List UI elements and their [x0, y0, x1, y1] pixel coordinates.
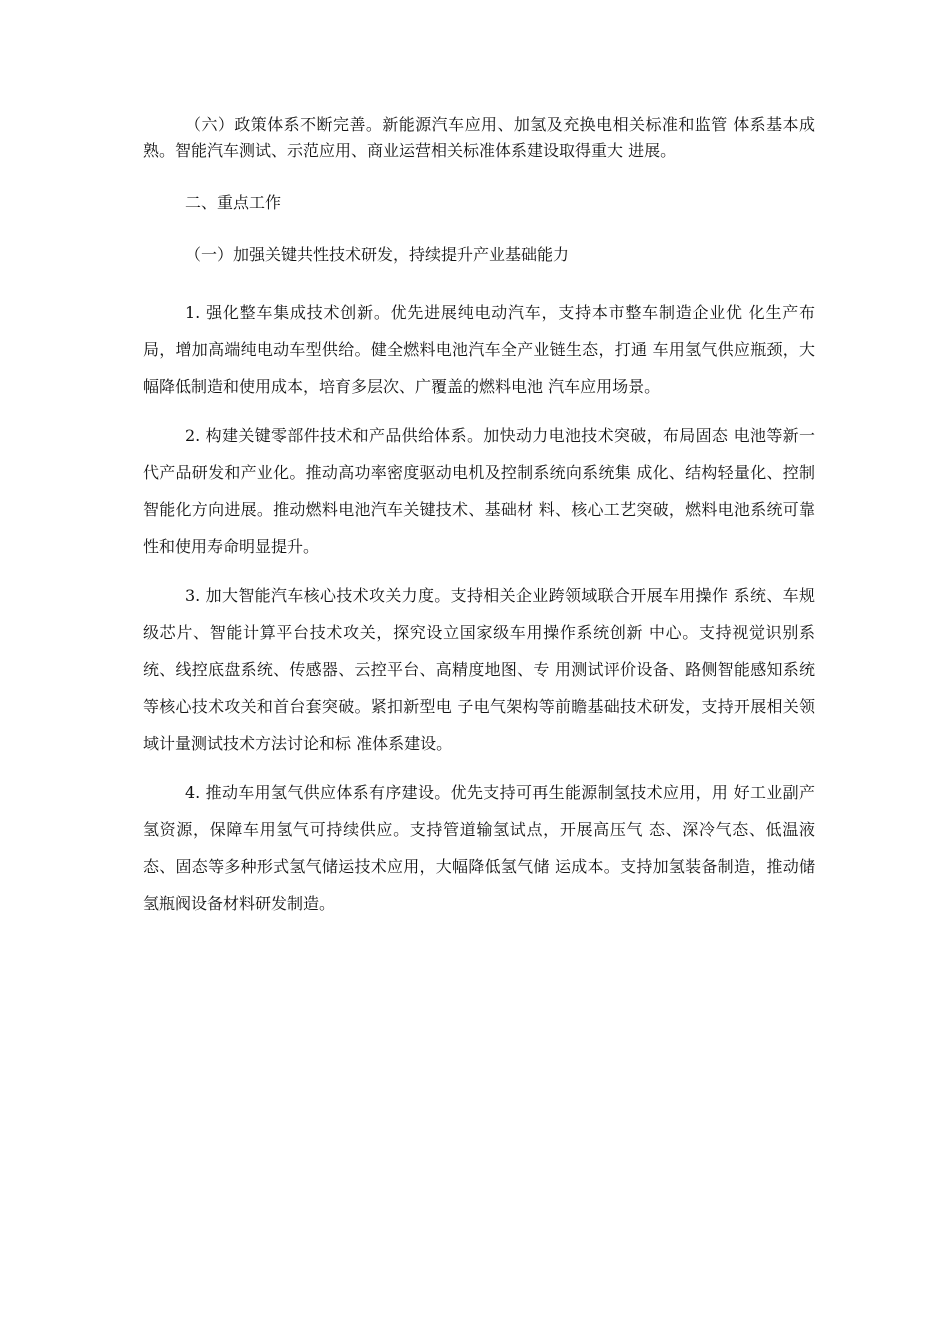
- paragraph-policy-system: （六）政策体系不断完善。新能源汽车应用、加氢及充换电相关标准和监管 体系基本成熟。智能汽车测试、示范应用、商业运营相关标准体系建设取得重大 进展。: [143, 115, 815, 160]
- paragraph-item-4: 4. 推动车用氢气供应体系有序建设。优先支持可再生能源制氢技术应用，用 好工业副产氢资源，保障车用氢气可持续供应。支持管道输氢试点，开展高压气 态、深冷气态、低温液态、固态等多种形式氢气储运技术应用，大幅降低氢气储 运成本。支持加氢装备制造，推动储氢瓶阀设备材料研发制造。: [143, 783, 815, 913]
- document-page: [143, 112, 815, 934]
- paragraph-item-2: 2. 构建关键零部件技术和产品供给体系。加快动力电池技术突破，布局固态 电池等新一代产品研发和产业化。推动高功率密度驱动电机及控制系统向系统集 成化、结构轻量化、控制智能化方向进展。推动燃料电池汽车关键技术、基础材 料、核心工艺突破，燃料电池系统可靠性和使用寿命明显提升。: [143, 426, 815, 556]
- paragraph-item-1: 1. 强化整车集成技术创新。优先进展纯电动汽车，支持本市整车制造企业优 化生产布局，增加高端纯电动车型供给。健全燃料电池汽车全产业链生态，打通 车用氢气供应瓶颈，大幅降低制造和使用成本，培育多层次、广覆盖的燃料电池 汽车应用场景。: [143, 303, 815, 396]
- sub-heading-key-tech-research: （一）加强关键共性技术研发，持续提升产业基础能力: [185, 245, 570, 264]
- paragraph-item-3: 3. 加大智能汽车核心技术攻关力度。支持相关企业跨领域联合开展车用操作 系统、车规级芯片、智能计算平台技术攻关，探究设立国家级车用操作系统创新 中心。支持视觉识别系统、线控底盘系统、传感器、云控平台、高精度地图、专 用测试评价设备、路侧智能感知系统等核心技术攻关和首台套突破。紧扣新型电 子电气架构等前瞻基础技术研发，支持开展相关领域计量测试技术方法讨论和标 准体系建设。: [143, 586, 815, 753]
- section-heading-key-work: 二、重点工作: [185, 193, 282, 212]
